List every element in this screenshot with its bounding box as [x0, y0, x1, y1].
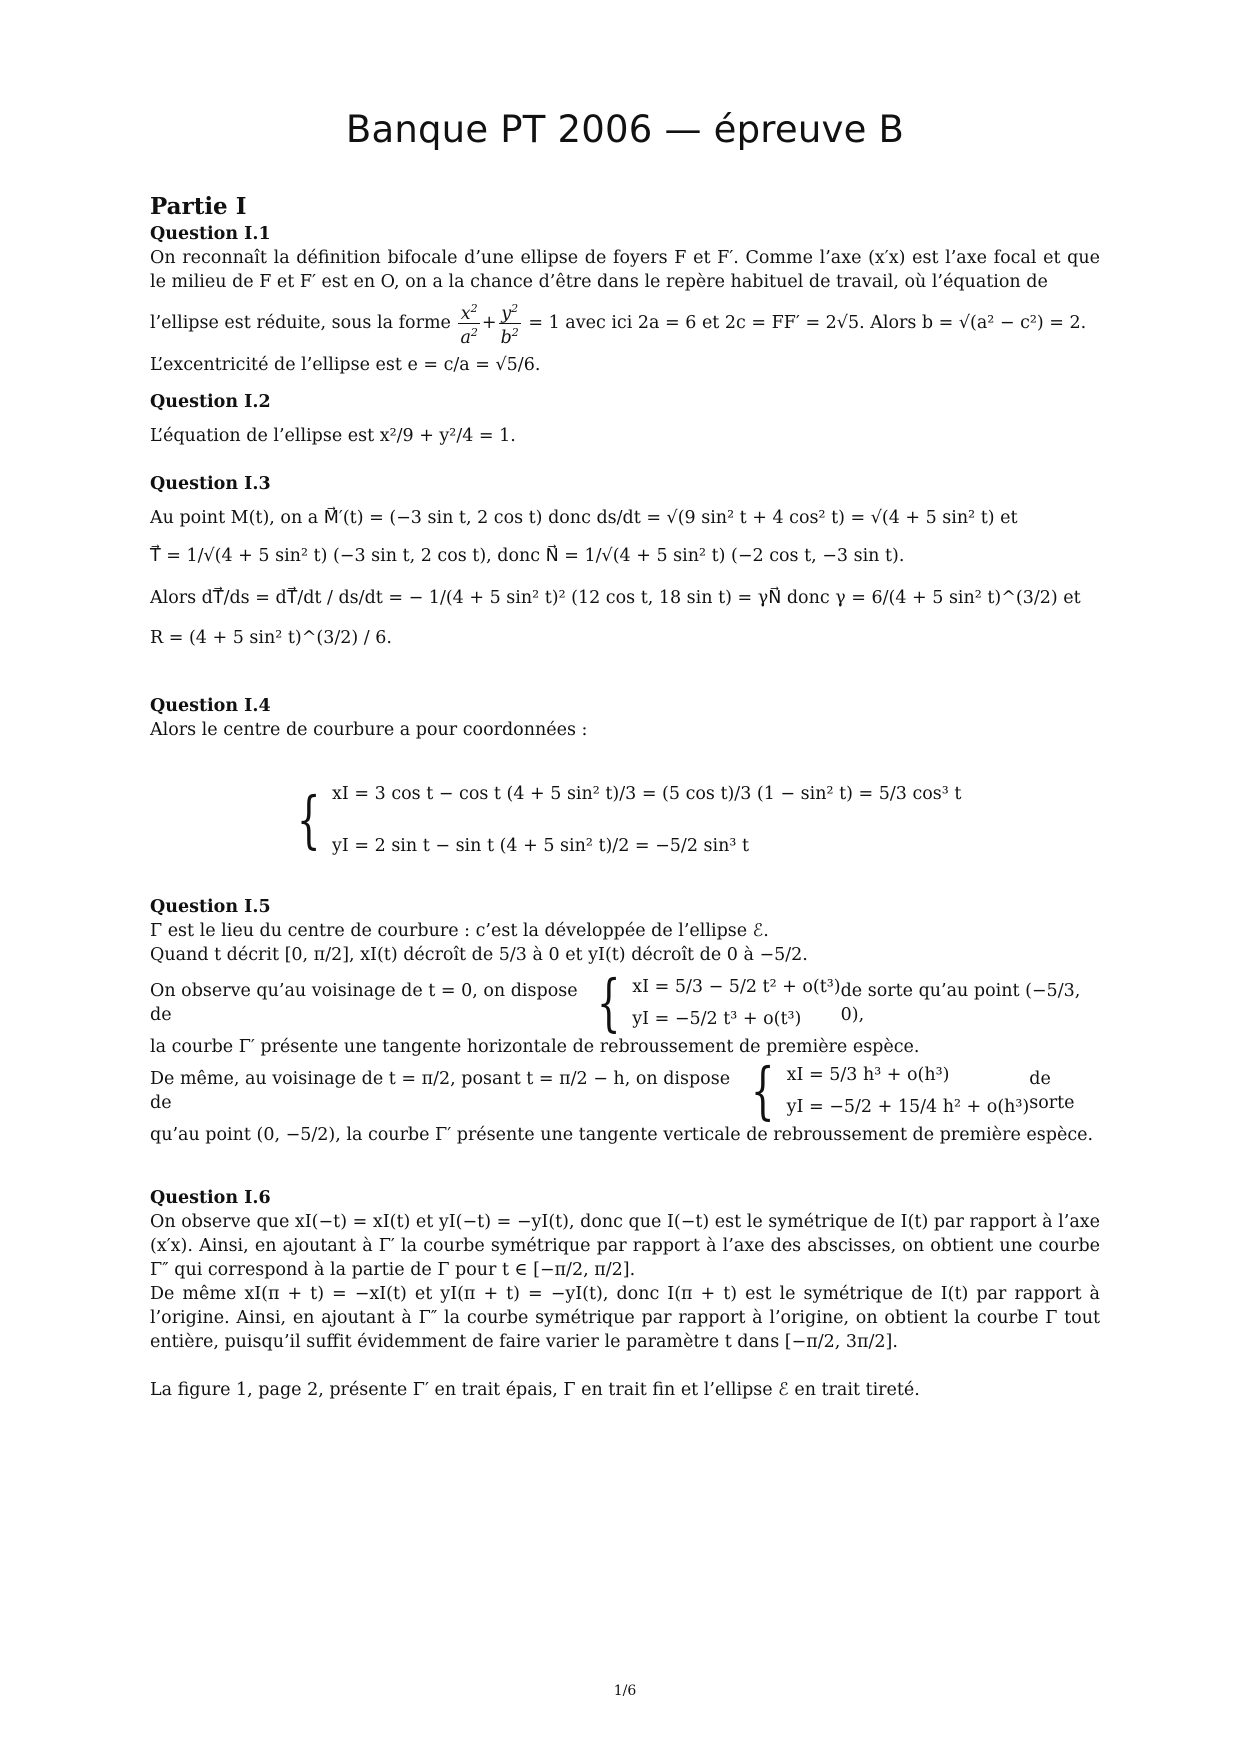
brace-system	[589, 966, 841, 1039]
question-heading: Question I.5	[150, 897, 271, 917]
paragraph: T⃗ = 1/√(4 + 5 sin² t) (−3 sin t, 2 cos t), donc N⃗ = 1/√(4 + 5 sin² t) (−2 cos t, −3 sin t).	[150, 546, 905, 566]
brace-system	[743, 1054, 1030, 1127]
paragraph: l’ellipse est réduite, sous la forme $\frac{x^2}{a^2}$ + $\frac{y^2}{b^2}$ = 1 avec ici 2a = 6 et 2c = FF′ = 2√5. Alors b = √(a² − c²) = 2.	[150, 302, 1087, 348]
equation-lines	[632, 971, 840, 1035]
equation: yI = −5/2 + 15/4 h² + o(h³)	[786, 1097, 1030, 1117]
equation-lines	[332, 778, 961, 862]
equation: yI = 2 sin t − sin t (4 + 5 sin² t)/2 = −5/2 sin³ t	[332, 836, 749, 856]
question-heading: Question I.6	[150, 1188, 271, 1208]
question-block	[150, 472, 1100, 650]
paragraph: Alors le centre de courbure a pour coordonnées :	[150, 720, 588, 740]
paragraph: L’équation de l’ellipse est x²/9 + y²/4 = 1.	[150, 426, 516, 446]
paragraph	[150, 966, 1100, 1039]
equation-lines	[787, 1059, 1030, 1123]
paragraph: R = (4 + 5 sin² t)^(3/2) / 6.	[150, 628, 392, 648]
fraction: $\frac{x^2}{a^2}$	[460, 302, 478, 348]
question-block	[150, 694, 1100, 862]
question-heading: Question I.4	[150, 696, 271, 716]
brace-system	[289, 778, 962, 862]
question-block	[150, 1186, 1100, 1354]
question-heading: Question I.1	[150, 224, 271, 244]
question-heading: Question I.2	[150, 392, 271, 412]
left-brace: {	[751, 1054, 775, 1127]
paragraph: On reconnaît la définition bifocale d’une ellipse de foyers F et F′. Comme l’axe (x′x) est l’axe focal et que le milieu de F et F′ est en O, on a la chance d’être dans le repère habituel de travail, où l’équation de	[150, 248, 1100, 292]
paragraph: la courbe Γ′ présente une tangente horizontale de rebroussement de première espèce.	[150, 1037, 920, 1057]
fraction: $\frac{y^2}{b^2}$	[500, 302, 519, 348]
paragraph: Quand t décrit [0, π/2], xI(t) décroît de 5/3 à 0 et yI(t) décroît de 0 à −5/2.	[150, 945, 808, 965]
equation-system	[150, 778, 1100, 862]
text-span: De même, au voisinage de t = π/2, posant t = π/2 − h, on dispose de	[150, 1069, 731, 1113]
paragraph: De même xI(π + t) = −xI(t) et yI(π + t) = −yI(t), donc I(π + t) est le symétrique de I(t) par rapport à l’origine. Ainsi, en ajoutant à Γ″ la courbe symétrique par rapport à l’origine, on obtient la courbe Γ tout entière, puisqu’il suffit évidemment de faire varier le paramètre t dans [−π/2, 3π/2].	[150, 1284, 1100, 1352]
paragraph: qu’au point (0, −5/2), la courbe Γ′ présente une tangente verticale de rebroussement de première espèce.	[150, 1125, 1094, 1145]
question-block	[150, 390, 1100, 448]
paragraph: Au point M(t), on a M⃗′(t) = (−3 sin t, 2 cos t) donc ds/dt = √(9 sin² t + 4 cos² t) = √(4 + 5 sin² t) et	[150, 508, 1018, 528]
equation: xI = 3 cos t − cos t (4 + 5 sin² t)/3 = (5 cos t)/3 (1 − sin² t) = 5/3 cos³ t	[332, 784, 962, 804]
question-heading: Question I.3	[150, 474, 271, 494]
text-span: = 1 avec ici 2a = 6 et 2c = FF′ = 2√5. Alors b = √(a² − c²) = 2.	[528, 312, 1087, 333]
paragraph	[150, 1054, 1100, 1127]
equation: xI = 5/3 − 5/2 t² + o(t³)	[632, 977, 841, 997]
equation: xI = 5/3 h³ + o(h³)	[786, 1065, 950, 1085]
left-brace: {	[596, 966, 621, 1039]
closing-paragraph	[150, 1378, 1100, 1402]
paragraph: On observe que xI(−t) = xI(t) et yI(−t) = −yI(t), donc que I(−t) est le symétrique de I(t) par rapport à l’axe (x′x). Ainsi, en ajoutant à Γ′ la courbe symétrique par rapport à l’axe des abscisses, on obtient une courbe Γ″ qui correspond à la partie de Γ pour t ∈ [−π/2, π/2].	[150, 1212, 1100, 1280]
text-span: de sorte qu’au point (−5/3, 0),	[840, 981, 1081, 1025]
paragraph: Γ est le lieu du centre de courbure : c’est la développée de l’ellipse ℰ.	[150, 921, 769, 941]
page-title: Banque PT 2006 — épreuve B	[345, 108, 905, 151]
paragraph: La figure 1, page 2, présente Γ′ en trait épais, Γ en trait fin et l’ellipse ℰ en trait tireté.	[150, 1380, 920, 1400]
text-span: de sorte	[1029, 1069, 1075, 1113]
paragraph: Alors dT⃗/ds = dT⃗/dt / ds/dt = − 1/(4 + 5 sin² t)² (12 cos t, 18 sin t) = γN⃗ donc γ = 6/(4 + 5 sin² t)^(3/2) et	[150, 588, 1081, 608]
section-heading: Partie I	[150, 193, 247, 220]
question-block	[150, 222, 1100, 377]
text-span: On observe qu’au voisinage de t = 0, on dispose de	[150, 981, 578, 1025]
left-brace: {	[296, 783, 321, 856]
text-span: l’ellipse est réduite, sous la forme	[150, 312, 451, 333]
page-number: 1/6	[613, 1683, 637, 1699]
paragraph: L’excentricité de l’ellipse est e = c/a = √5/6.	[150, 354, 541, 375]
document-page	[150, 0, 1100, 1754]
equation: yI = −5/2 t³ + o(t³)	[632, 1009, 802, 1029]
question-block	[150, 895, 1100, 1147]
